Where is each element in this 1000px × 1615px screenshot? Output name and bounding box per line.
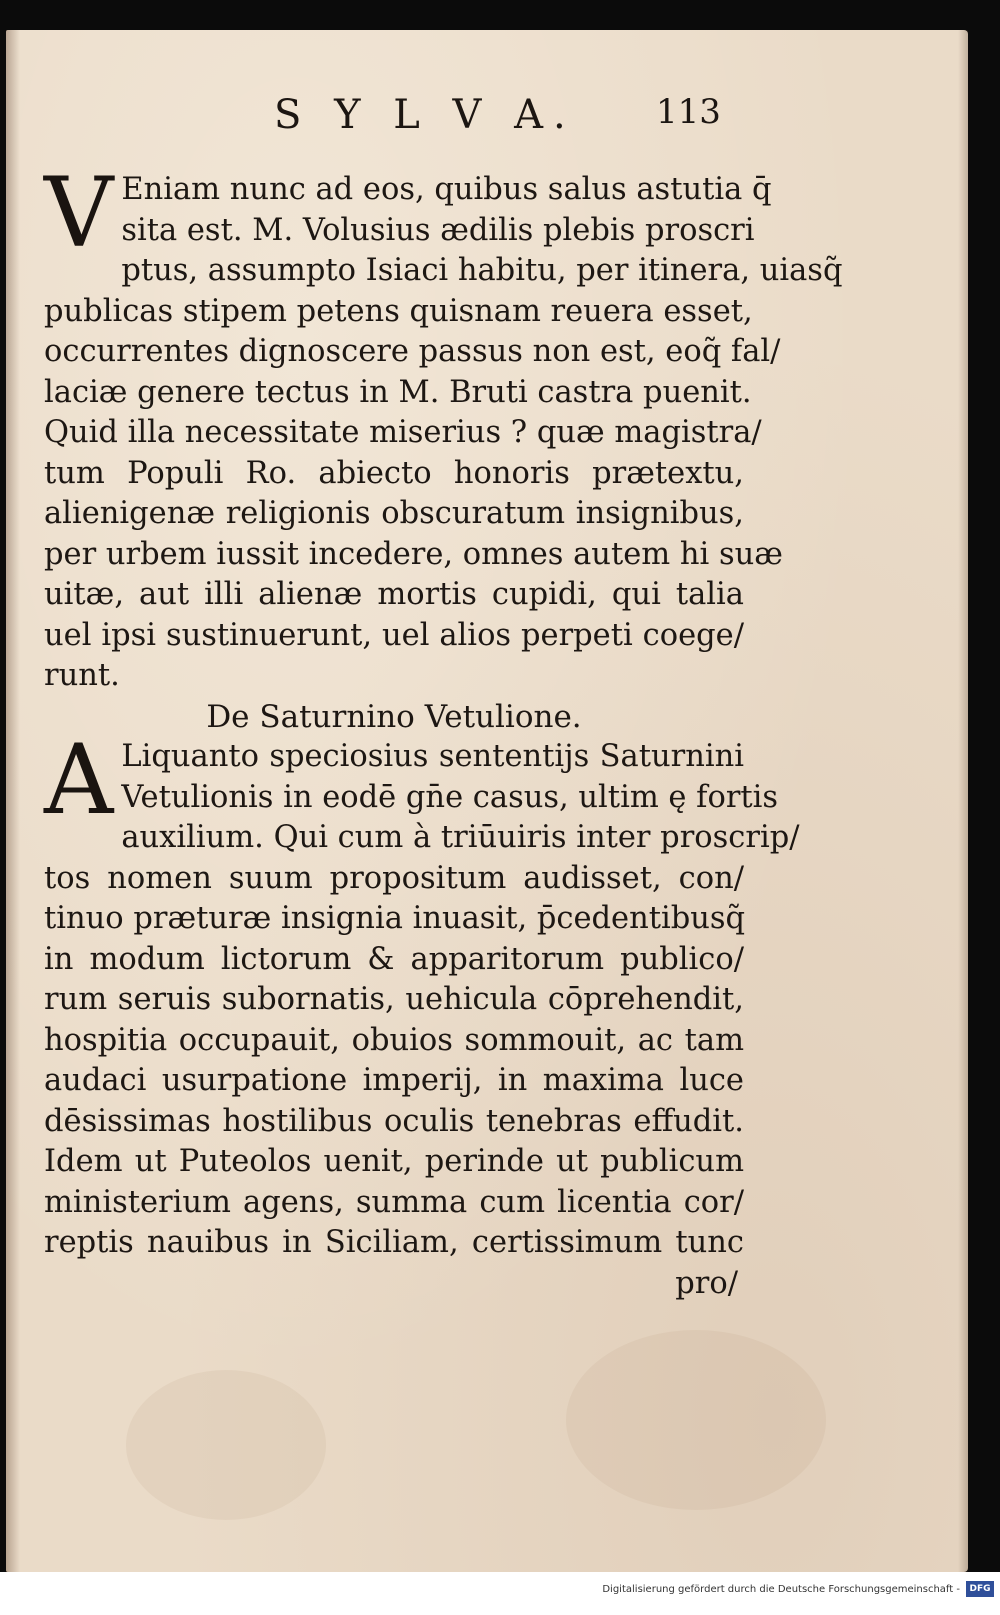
text-line: occurrentes dignoscere passus non est, eoq̃ fal/ [44,334,781,369]
section-heading: De Saturnino Vetulione. [206,698,582,735]
funding-credit: Digitalisierung gefördert durch die Deutsche Forschungsgemeinschaft - [602,1584,960,1595]
digitization-footer [0,1572,1000,1615]
paper-stain [566,1330,826,1510]
page-edge-shadow [958,30,968,1572]
dfg-logo: DFG [966,1581,994,1597]
text-line: ptus, assumpto Isiaci habitu, per itinera, uiasq̃ [121,253,843,288]
text-line: laciæ genere tectus in M. Bruti castra puenit. [44,374,752,410]
text-line: tos nomen suum propositum audisset, con/ [44,860,744,896]
paragraph-1 [44,157,843,697]
text-line: tinuo præturæ insignia inuasit, p̄cedentibusq̃ [44,901,746,936]
text-line: reptis nauibus in Siciliam, certissimum tunc [44,1225,744,1260]
text-line: Liquanto speciosius sententijs Saturnini [121,739,744,774]
text-line: uitæ, aut illi alienæ mortis cupidi, qui talia [44,577,744,612]
text-line: publicas stipem petens quisnam reuera esset, [44,293,753,329]
text-line: hospitia occupauit, obuios sommouit, ac tam [44,1022,744,1058]
text-line: ministerium agens, summa cum licentia cor/ [44,1184,744,1220]
text-line: audaci usurpatione imperij, in maxima luce [44,1063,744,1098]
text-line: rum seruis subornatis, uehicula cōprehendit, [44,982,744,1017]
catchword: pro/ [675,1265,738,1301]
text-line: Quid illa necessitate miserius ? quæ magistra/ [44,415,762,450]
text-line: Eniam nunc ad eos, quibus salus astutia q̄ [121,172,772,207]
drop-cap: A [44,724,114,836]
text-line: Idem ut Puteolos uenit, perinde ut publicum [44,1144,744,1179]
drop-cap: V [44,157,114,269]
paper-stain [126,1370,326,1520]
text-line: in modum lictorum & apparitorum publico/ [44,941,744,977]
running-head: S Y L V A. [274,92,576,138]
book-page [6,30,968,1572]
text-line: Vetulionis in eodē gn̄e casus, ultim ę fortis [121,779,779,815]
text-line: tum Populi Ro. abiecto honoris prætextu, [44,455,744,491]
page-number: 113 [656,92,721,132]
text-block [44,157,843,1304]
page-gutter-shadow [6,30,20,1572]
text-line: dēsissimas hostilibus oculis tenebras effudit. [44,1103,744,1139]
text-line: alienigenæ religionis obscuratum insignibus, [44,496,744,531]
text-line: sita est. M. Volusius ædilis plebis proscri [121,212,755,248]
text-line: per urbem iussit incedere, omnes autem hi suæ [44,536,783,572]
paragraph-2 [44,724,800,1304]
text-line: runt. [44,658,120,693]
text-line: uel ipsi sustinuerunt, uel alios perpeti coege/ [44,617,744,653]
text-line: auxilium. Qui cum à triūuiris inter proscrip/ [121,820,800,855]
page-header [6,92,968,142]
